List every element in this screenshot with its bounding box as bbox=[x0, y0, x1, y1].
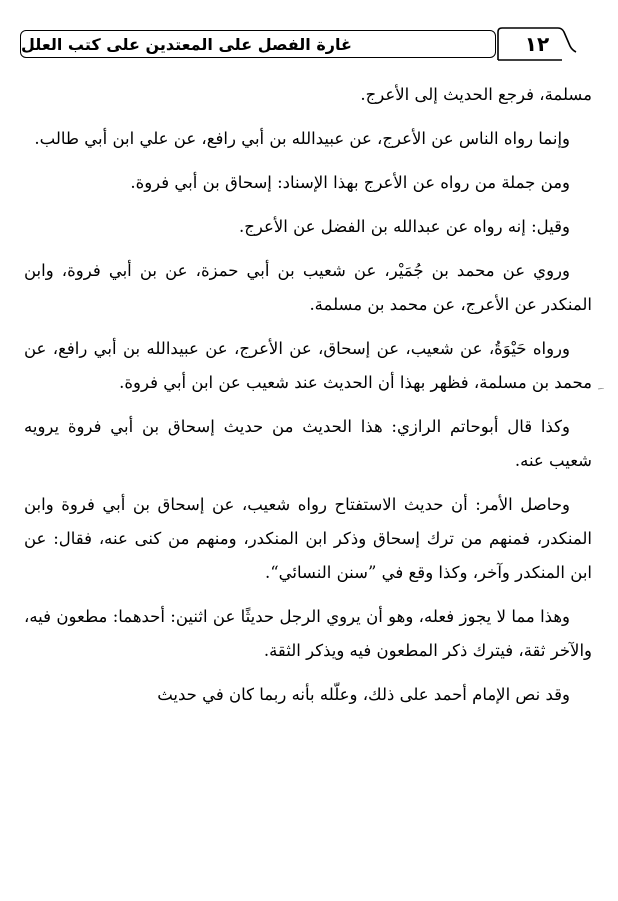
page-number: ١٢ bbox=[524, 32, 550, 56]
paragraph: وقيل: إنه رواه عن عبدالله بن الفضل عن الأعرج. bbox=[238, 217, 570, 236]
page-body bbox=[24, 78, 592, 722]
paragraph: وقد نص الإمام أحمد على ذلك، وعلّله بأنه ربما كان في حديث bbox=[157, 685, 570, 704]
page-header bbox=[20, 26, 598, 64]
paragraph: وكذا قال أبوحاتم الرازي: هذا الحديث من حديث إسحاق بن أبي فروة يرويه شعيب عنه. bbox=[24, 417, 592, 470]
paragraph: ورواه حَيْوَةُ، عن شعيب، عن إسحاق، عن الأعرج، عن عبيدالله بن أبي رافع، عن محمد بن مسلمة، فظهر بهذا أن الحديث عند شعيب عن ابن أبي فروة. bbox=[24, 339, 592, 392]
running-title: غارة الفصل على المعتدين على كتب العلل bbox=[21, 34, 352, 54]
paragraph: ومن جملة من رواه عن الأعرج بهذا الإسناد: إسحاق بن أبي فروة. bbox=[130, 173, 570, 192]
paragraph: وإنما رواه الناس عن الأعرج، عن عبيدالله بن أبي رافع، عن علي ابن أبي طالب. bbox=[34, 129, 570, 148]
margin-speck bbox=[598, 388, 604, 390]
running-title-box bbox=[20, 30, 496, 58]
paragraph: وهذا مما لا يجوز فعله، وهو أن يروي الرجل حديثًا عن اثنين: أحدهما: مطعون فيه، والآخر ثقة، فيترك ذكر المطعون فيه ويذكر الثقة. bbox=[24, 607, 592, 660]
page-number-tab bbox=[496, 26, 578, 62]
paragraph: مسلمة، فرجع الحديث إلى الأعرج. bbox=[360, 85, 592, 104]
paragraph: وحاصل الأمر: أن حديث الاستفتاح رواه شعيب، عن إسحاق بن أبي فروة وابن المنكدر، فمنهم من ترك إسحاق وذكر ابن المنكدر، ومنهم من كنى عنه، فقال: عن ابن المنكدر وآخر، وكذا وقع في ”سنن النسائي“. bbox=[24, 495, 592, 582]
paragraph: وروي عن محمد بن جُمَيْر، عن شعيب بن أبي حمزة، عن بن أبي فروة، وابن المنكدر عن الأعرج، عن محمد بن مسلمة. bbox=[24, 261, 592, 314]
